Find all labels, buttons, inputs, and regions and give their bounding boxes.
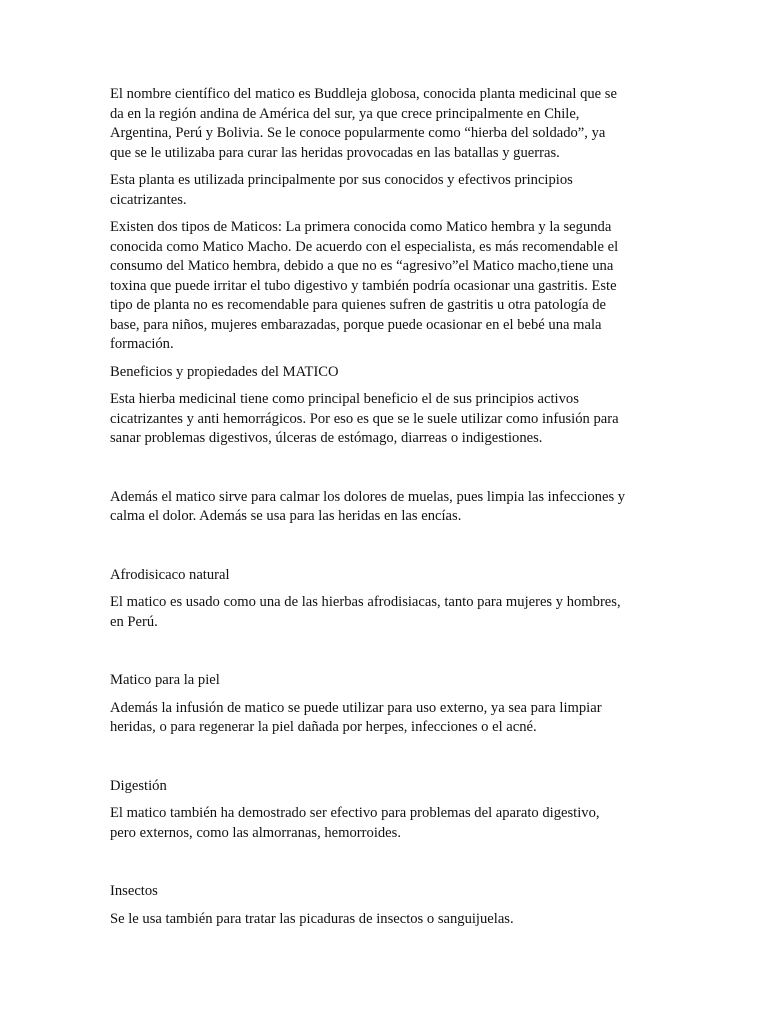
text-line: Esta planta es utilizada principalmente por sus conocidos y efectivos principios bbox=[110, 172, 573, 188]
blank-line bbox=[110, 746, 670, 777]
text-line: Esta hierba medicinal tiene como principal beneficio el de sus principios activos bbox=[110, 391, 579, 407]
paragraph-usage bbox=[110, 171, 670, 210]
text-line: pero externos, como las almorranas, hemorroides. bbox=[110, 824, 401, 841]
text-line: toxina que puede irritar el tubo digestivo y también podría ocasionar una gastritis. Este bbox=[110, 277, 617, 294]
blank-line bbox=[110, 535, 670, 566]
text-line: El matico también ha demostrado ser efectivo para problemas del aparato digestivo, bbox=[110, 805, 600, 821]
text-line: sanar problemas digestivos, úlceras de estómago, diarreas o indigestiones. bbox=[110, 430, 543, 446]
text-line: base, para niños, mujeres embarazadas, porque puede ocasionar en el bebé una mala bbox=[110, 316, 602, 333]
text-line: El matico es usado como una de las hierbas afrodisiacas, tanto para mujeres y hombres, bbox=[110, 594, 621, 610]
heading-aphrodisiac: Afrodisicaco natural bbox=[110, 566, 230, 583]
text-line: formación. bbox=[110, 336, 174, 352]
heading-benefits: Beneficios y propiedades del MATICO bbox=[110, 363, 339, 380]
blank-line bbox=[110, 640, 670, 671]
text-line: da en la región andina de América del sur, ya que crece principalmente en Chile, bbox=[110, 105, 580, 122]
blank-line bbox=[110, 457, 670, 488]
paragraph-skin bbox=[110, 699, 670, 738]
text-line: calma el dolor. Además se usa para las heridas en las encías. bbox=[110, 508, 462, 524]
paragraph-scientific-name bbox=[110, 85, 670, 163]
heading-skin: Matico para la piel bbox=[110, 672, 220, 688]
paragraph-aphrodisiac bbox=[110, 593, 670, 632]
paragraph-digestion bbox=[110, 804, 670, 843]
text-line: El nombre científico del matico es Buddleja globosa, conocida planta medicinal que se bbox=[110, 86, 617, 102]
text-line: heridas, o para regenerar la piel dañada por herpes, infecciones o el acné. bbox=[110, 719, 537, 735]
document-page bbox=[110, 85, 670, 937]
blank-line bbox=[110, 851, 670, 882]
text-line: cicatrizantes y anti hemorrágicos. Por eso es que se le suele utilizar como infusión para bbox=[110, 410, 619, 427]
text-line: Se le usa también para tratar las picaduras de insectos o sanguijuelas. bbox=[110, 910, 514, 927]
text-line: Además el matico sirve para calmar los dolores de muelas, pues limpia las infecciones y bbox=[110, 488, 626, 505]
text-line: en Perú. bbox=[110, 613, 158, 630]
text-line: que se le utilizaba para curar las heridas provocadas en las batallas y guerras. bbox=[110, 144, 560, 161]
text-line: cicatrizantes. bbox=[110, 191, 187, 208]
heading-digestion: Digestión bbox=[110, 777, 167, 794]
text-line: consumo del Matico hembra, debido a que no es “agresivo”el Matico macho,tiene una bbox=[110, 258, 614, 274]
paragraph-toothache bbox=[110, 488, 670, 527]
heading-insects: Insectos bbox=[110, 883, 158, 899]
text-line: tipo de planta no es recomendable para quienes sufren de gastritis u otra patología de bbox=[110, 297, 607, 313]
paragraph-benefits bbox=[110, 390, 670, 449]
text-line: Existen dos tipos de Maticos: La primera conocida como Matico hembra y la segunda bbox=[110, 219, 612, 235]
text-line: Argentina, Perú y Bolivia. Se le conoce popularmente como “hierba del soldado”, ya bbox=[110, 125, 606, 141]
paragraph-insects bbox=[110, 910, 670, 930]
paragraph-types bbox=[110, 218, 670, 355]
text-line: conocida como Matico Macho. De acuerdo con el especialista, es más recomendable el bbox=[110, 238, 619, 255]
text-line: Además la infusión de matico se puede utilizar para uso externo, ya sea para limpiar bbox=[110, 699, 602, 716]
